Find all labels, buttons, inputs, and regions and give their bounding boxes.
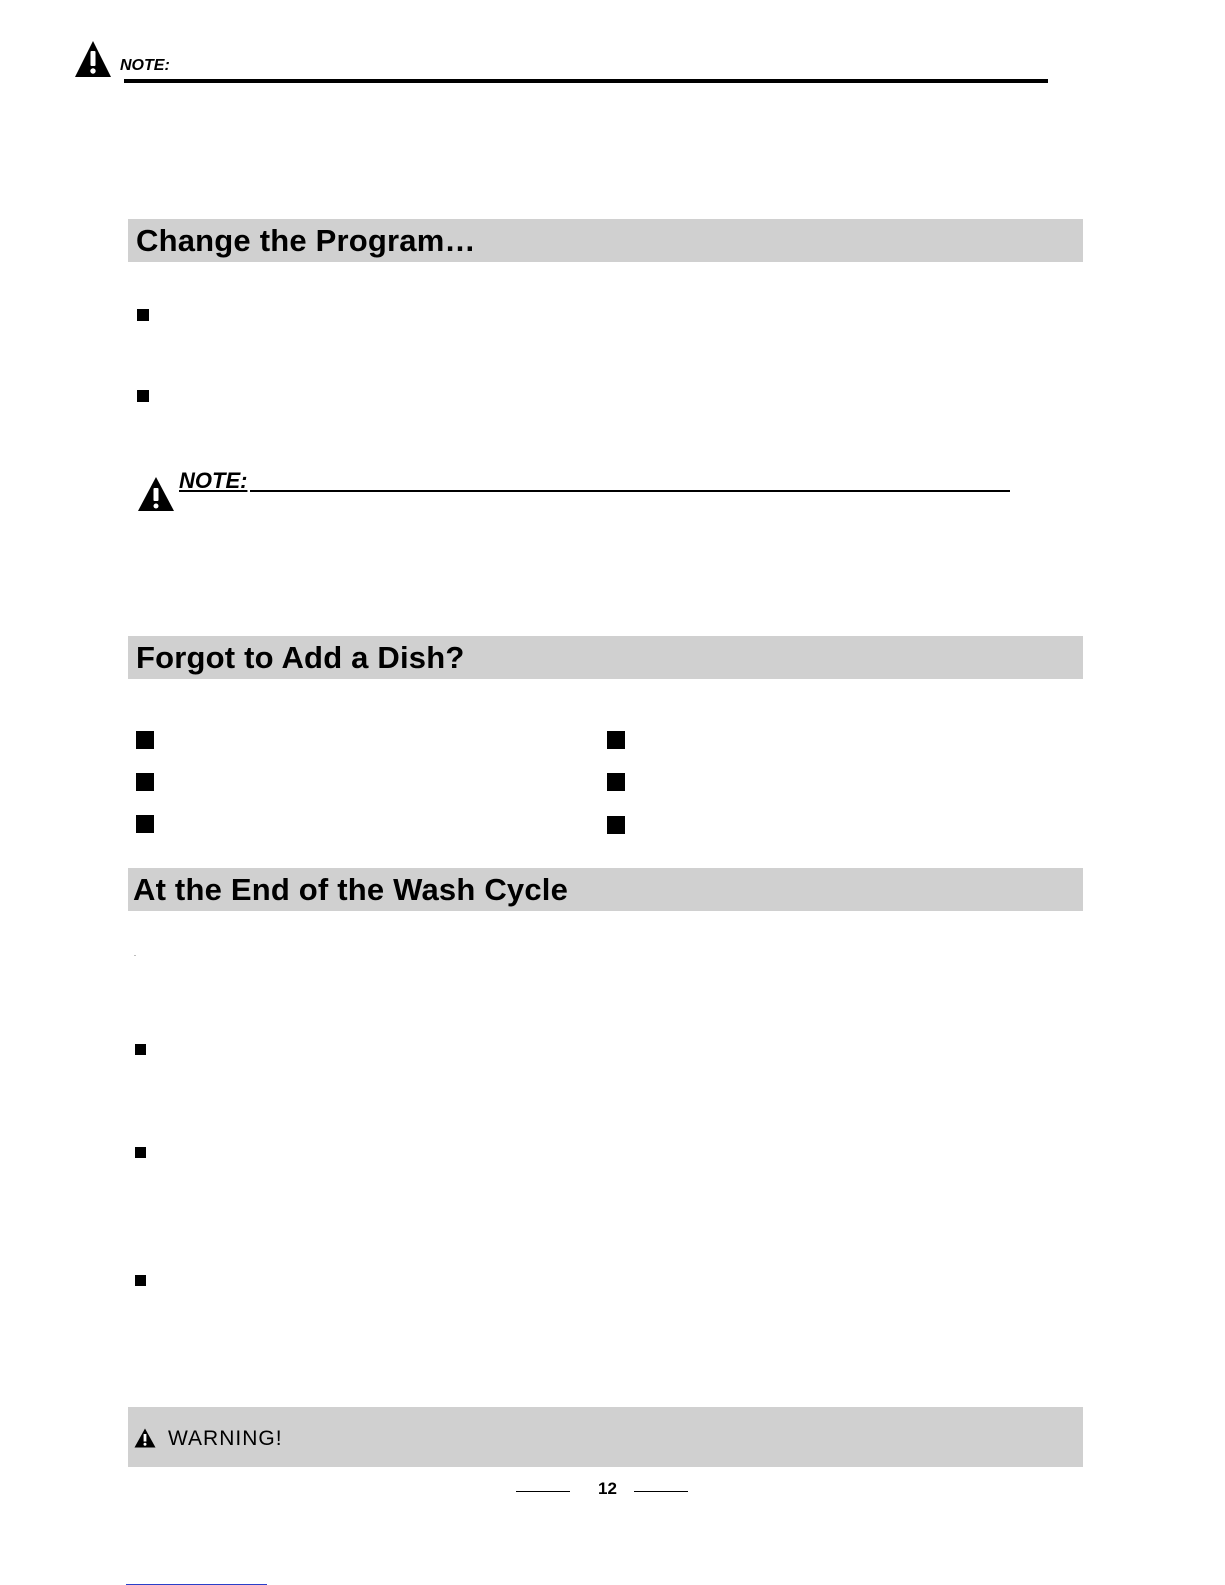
section-banner-change-program [128, 219, 1083, 262]
section-banner-end-of-cycle [128, 868, 1083, 911]
bullet-square [137, 309, 149, 321]
bullet-square [607, 773, 625, 791]
note-divider-top [124, 79, 1048, 83]
bullet-square [607, 816, 625, 834]
bullet-square [136, 815, 154, 833]
warning-triangle-icon [137, 476, 175, 512]
page-number: 12 [598, 1479, 617, 1498]
bullet-square [135, 1044, 146, 1055]
scan-artifact [134, 955, 136, 956]
page-number-rule-left [516, 1491, 570, 1492]
warning-triangle-icon [74, 40, 112, 78]
section-title-end-of-cycle: At the End of the Wash Cycle [133, 872, 569, 907]
page-number-rule-right [634, 1491, 688, 1492]
section-title-forgot-dish: Forgot to Add a Dish? [136, 640, 465, 675]
note-divider-mid [250, 490, 1010, 492]
bullet-square [136, 773, 154, 791]
section-title-change-program: Change the Program… [136, 223, 476, 258]
note-label-top: NOTE: [120, 57, 170, 74]
warning-label: WARNING! [168, 1427, 283, 1450]
bullet-square [135, 1147, 146, 1158]
note-label-mid: NOTE: [179, 468, 248, 493]
section-banner-forgot-dish [128, 636, 1083, 679]
bullet-square [136, 731, 154, 749]
bullet-square [607, 731, 625, 749]
bullet-square [135, 1275, 146, 1286]
bullet-square [137, 390, 149, 402]
warning-triangle-icon [134, 1428, 156, 1448]
